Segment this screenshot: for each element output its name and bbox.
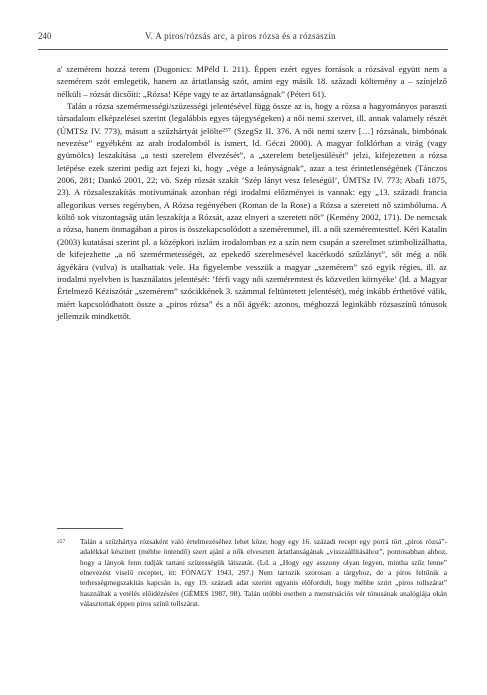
header-rule xyxy=(38,49,448,50)
footnote-rule xyxy=(57,528,123,529)
body-paragraph: Talán a rózsa szemérmességi/szüzességi jelentésével függ össze az is, hogy a rózsa a hagyományos paraszti társadalom elképzelései szerint (legalábbis egyes tájegységeken) a női nemi szervet, ill. annak valamely részét (ÚMTSz IV. 773), másutt a szűzhártyát jelölte²⁵⁷ (SzegSz II. 376. A női nemi szerv […] rózsának, bimbónak nevezése” egyébként az arab irodalomból is ismert, ld. Géczi 2000). A magyar folklórban a virág (vagy gyümölcs) leszakítása „a testi szerelem élvezését”, a „szerelem beteljesülését” jelzi, kifejezetten a rózsa letépése ezek szerint pedig azt fejezi ki, hogy „vége a leányságnak”, azaz a test érintetlenségének (Tánczos 2006, 281; Dankó 2001, 22; vö. Szép rózsát szakít ’Szép lányt vesz feleségül’, ÚMTSz IV. 773; Abafi 1875, 23). A rózsaleszakítás motívumának azonban régi irodalmi előzményei is vannak: egy „13. századi francia allegorikus verses regényben, A Rózsa regényében (Roman de la Rose) a Rózsa a szeretett nő szimbóluma. A költő sok viszontagság után leszakítja a Rózsát, azaz elnyeri a szeretett nőt” (Kemény 2002, 171). De nemcsak a rózsa, hanem önmagában a piros is összekapcsolódott a szeméremmel, ill. a női szeméremtesttel. Kéri Katalin (2003) kutatásai szerint pl. a középkori iszlám irodalomban ez a szín nem csupán a szerelmet szimbolizálhatta, de kifejezhette „a nő szemérmetességét, az epekedő szerelmesével kacérkodó szűzlányt”, sőt még a nők ágyékára (vulva) is utalhattak vele. Ha figyelembe vesszük a magyar „szemérem” szó egyik régies, ill. az irodalmi nyelvben is használatos jelentését: ’férfi vagy női szeméremtest és közvetlen környéke’ (ld. a Magyar Értelmező Kéziszótár „szemérem” szócikkének 3. számmal feltüntetett jelentését), még inkább érthetővé válik, miért kapcsolódhatott össze a „piros rózsa” és a női ágyék: azonos, méghozzá leginkább rózsaszínű tónusok jellemzik mindkettőt. xyxy=(57,101,447,321)
footnote xyxy=(57,537,447,609)
page-number: 240 xyxy=(38,31,52,41)
footnote-number: 257 xyxy=(57,539,66,545)
footnote-text: Talán a szűzhártya rózsaként való értelmezéséhez lehet köze, hogy egy 16. századi recept egy porrá tört „piros rózsá”-adalékkal készített (méhbe öntendő) szert ajánl a nők elvesztett ártatlanságának „visszaállításához”, pontosabban ahhoz, hogy a lányok fenn tudják tartani szüzességük látszatát. (Ld. a „Hogy egy asszony olyan legyen, mintha szűz lenne” elnevezést viselő receptet, itt: FÓNAGY 1943, 297.) Nem tartozik szorosan a tárgyhoz, de a piros feltűnik a terhességmegszakítás kapcsán is, egy 19. századi adat szerint ugyanis előfordult, hogy méhbe szúrt „piros tollszárat” használtak a vetélés előidézésére (GÉMES 1987, 98). Talán utóbbi esetben a menstruációs vér tónusának analógiája okán választottak éppen piros színű tollszárat. xyxy=(80,537,447,609)
main-text xyxy=(57,63,447,322)
body-paragraph: a' szemérem hozzá terem (Dugonics: MPéld I. 211). Éppen ezért egyes források a rózsával együtt nem a szemérem szót emlegetik, hanem az ártatlanság szót, amint egy másik 18. századi költemény a – színjelző nélküli – rózsát dicsőíti: „Rózsa! Képe vagy te az ártatlanságnak” (Péteri 61). xyxy=(57,64,447,99)
running-title: V. A piros/rózsás arc, a piros rózsa és a rózsaszín xyxy=(145,31,336,41)
